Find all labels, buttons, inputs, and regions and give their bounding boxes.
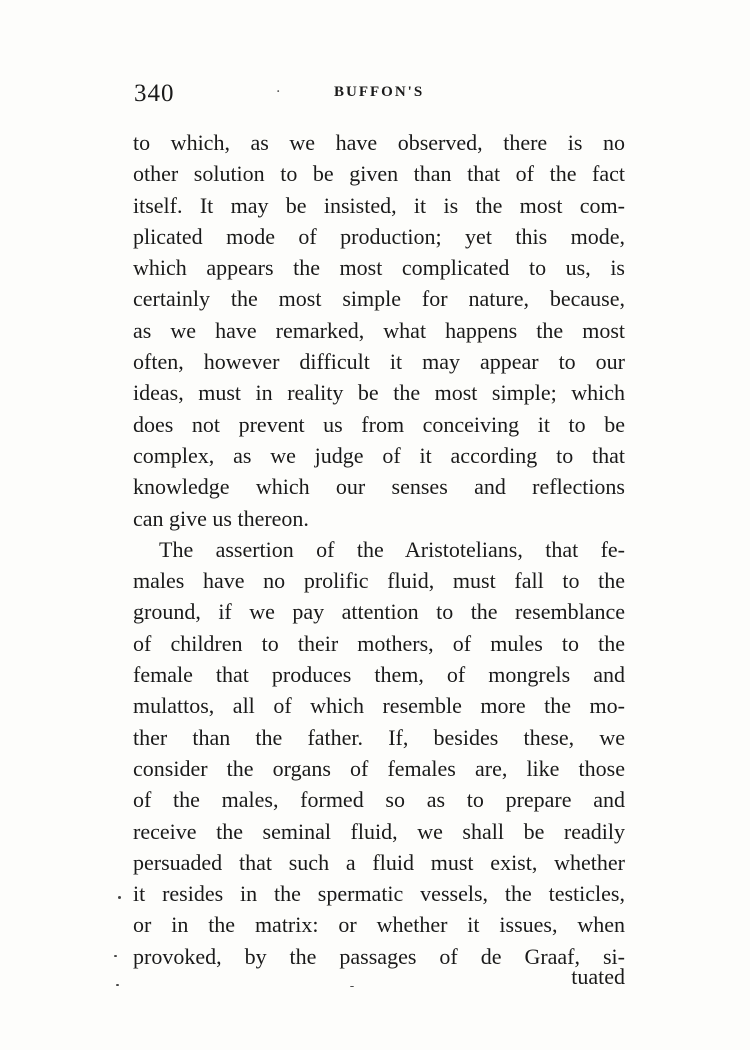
text-line: ther than the father. If, besides these, we — [133, 724, 625, 750]
header-separator: · — [276, 84, 281, 100]
margin-speck — [118, 896, 121, 899]
text-line: provoked, by the passages of de Graaf, si- — [133, 943, 625, 969]
margin-speck — [116, 984, 119, 986]
text-line: as we have remarked, what happens the most — [133, 317, 625, 343]
text-line: ground, if we pay attention to the resemblance — [133, 599, 625, 625]
catchword: tuated — [571, 964, 625, 989]
text-line: does not prevent us from conceiving it to be — [133, 411, 625, 437]
text-line: female that produces them, of mongrels and — [133, 662, 625, 688]
text-line: of the males, formed so as to prepare and — [133, 787, 625, 813]
page-header — [134, 80, 630, 112]
page-number: 340 — [134, 80, 175, 107]
text-line: to which, as we have observed, there is no — [133, 130, 625, 155]
text-line: males have no prolific fluid, must fall to the — [133, 568, 625, 594]
text-line: which appears the most complicated to us, is — [133, 255, 625, 281]
text-line: it resides in the spermatic vessels, the testicles, — [133, 881, 625, 907]
text-line: persuaded that such a fluid must exist, whether — [133, 849, 625, 875]
text-line: consider the organs of females are, like those — [133, 755, 625, 781]
text-line: of children to their mothers, of mules to the — [133, 630, 625, 656]
text-line: ideas, must in reality be the most simple; which — [133, 380, 625, 406]
text-line: itself. It may be insisted, it is the most com- — [133, 192, 625, 218]
paragraph-start-line: The assertion of the Aristotelians, that fe- — [159, 536, 625, 562]
text-line: certainly the most simple for nature, because, — [133, 286, 625, 312]
text-line: knowledge which our senses and reflections — [133, 474, 625, 500]
margin-speck — [350, 986, 354, 987]
margin-speck — [114, 955, 117, 957]
paragraph-end-line: can give us thereon. — [133, 505, 309, 531]
text-line: or in the matrix: or whether it issues, when — [133, 912, 625, 938]
text-line: often, however difficult it may appear to our — [133, 349, 625, 375]
text-line: other solution to be given than that of the fact — [133, 161, 625, 187]
body-text — [133, 127, 625, 972]
text-line: receive the seminal fluid, we shall be readily — [133, 818, 625, 844]
running-head: BUFFON'S — [334, 84, 425, 100]
text-line: plicated mode of production; yet this mode, — [133, 223, 625, 249]
text-line: complex, as we judge of it according to that — [133, 442, 625, 468]
text-line: mulattos, all of which resemble more the mo- — [133, 693, 625, 719]
